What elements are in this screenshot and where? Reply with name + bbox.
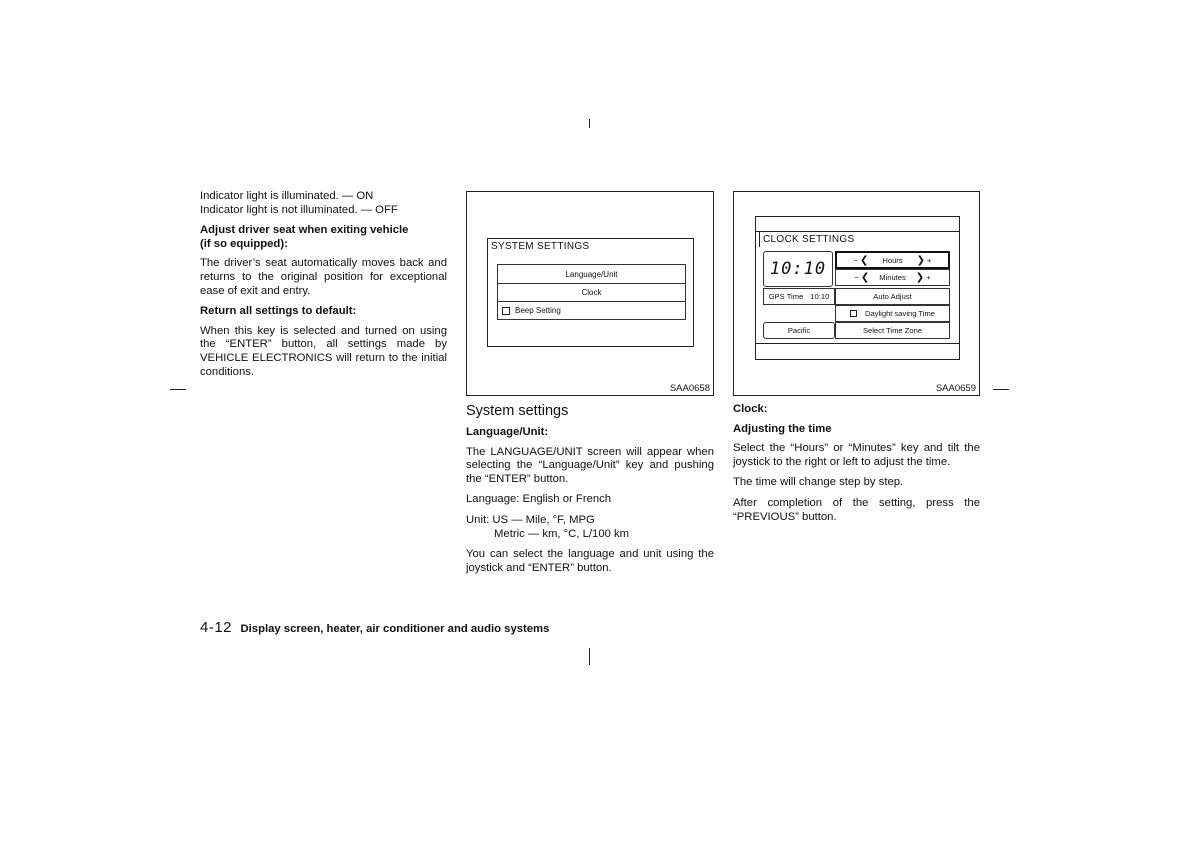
top-crop-mark [589, 119, 590, 128]
select-language-paragraph: You can select the language and unit using the joystick and “ENTER” button. [466, 548, 714, 574]
unit-line-us: Unit: US — Mile, °F, MPG [466, 513, 595, 526]
left-column [200, 190, 447, 386]
beep-setting-label: Beep Setting [515, 306, 561, 315]
system-settings-figure [466, 191, 714, 396]
menu-item-clock[interactable]: Clock [498, 284, 685, 302]
system-settings-screen [487, 238, 694, 347]
default-paragraph: When this key is selected and turned on using the “ENTER” button, all settings made by VEHICLE ELECTRONICS will return to the initial conditions. [200, 324, 447, 378]
menu-item-language-unit[interactable]: Language/Unit [498, 265, 685, 284]
chevron-right-icon: ❯ [916, 254, 926, 266]
heading-return-default: Return all settings to default: [200, 305, 357, 318]
hours-plus: + [927, 255, 932, 265]
heading-adjusting-time: Adjusting the time [733, 422, 832, 435]
clock-settings-title: CLOCK SETTINGS [763, 234, 855, 245]
hours-key[interactable] [835, 251, 950, 269]
auto-adjust-key[interactable]: Auto Adjust [835, 288, 950, 305]
system-settings-menu [497, 264, 686, 320]
clock-settings-figure [733, 191, 980, 396]
seat-paragraph: The driver’s seat automatically moves back and returns to the original position for exceptional ease of exit and entry. [200, 257, 447, 297]
daylight-saving-label: Daylight saving Time [864, 309, 936, 318]
right-crop-mark [993, 389, 1009, 390]
indicator-off-text: Indicator light is not illuminated. — OFF [200, 203, 398, 216]
chevron-left-icon: ❮ [860, 272, 870, 283]
daylight-checkbox-icon [850, 310, 857, 317]
hours-label: Hours [882, 255, 903, 265]
chapter-title: Display screen, heater, air conditioner and audio systems [240, 623, 550, 635]
minutes-plus: + [926, 273, 931, 282]
title-divider [756, 231, 959, 232]
time-digits: 10:10 [769, 259, 827, 279]
gps-time-label: GPS Time [768, 292, 804, 301]
heading-language-unit: Language/Unit: [466, 426, 549, 438]
gps-time-readout [763, 288, 835, 305]
unit-line-metric: Metric — km, °C, L/100 km [494, 527, 630, 540]
page-number: 4-12 [200, 619, 233, 636]
language-unit-paragraph: The LANGUAGE/UNIT screen will appear when selecting the “Language/Unit” key and pushing the “ENTER” button. [466, 445, 714, 485]
beep-checkbox-icon [502, 307, 510, 315]
language-line: Language: English or French [466, 493, 612, 506]
clock-settings-screen [755, 216, 960, 360]
chevron-left-icon: ❮ [859, 254, 869, 266]
minutes-key[interactable] [835, 269, 950, 286]
select-time-zone-key[interactable]: Select Time Zone [835, 322, 950, 339]
page-footer [200, 619, 549, 637]
hours-minus: − [853, 255, 858, 265]
heading-clock: Clock: [733, 403, 768, 415]
time-zone-value: Pacific [763, 322, 835, 339]
heading-adjust-seat-line1: Adjust driver seat when exiting vehicle [200, 224, 409, 237]
indicator-on-text: Indicator light is illuminated. — ON [200, 190, 374, 202]
chevron-right-icon: ❯ [915, 272, 925, 283]
time-display [763, 251, 833, 287]
figure1-code: SAA0658 [669, 383, 710, 394]
previous-paragraph: After completion of the setting, press the “PREVIOUS” button. [733, 496, 980, 523]
gps-time-value: 10:10 [810, 292, 830, 301]
right-column [733, 403, 980, 531]
adjust-time-paragraph: Select the “Hours” or “Minutes” key and tilt the joystick to the right or left to adjust the time. [733, 442, 980, 468]
title-side-divider [759, 231, 760, 247]
figure2-code: SAA0659 [935, 383, 976, 394]
heading-adjust-seat [200, 224, 447, 251]
heading-adjust-seat-line2: (if so equipped): [200, 237, 288, 250]
step-paragraph: The time will change step by step. [733, 476, 904, 489]
minutes-label: Minutes [879, 273, 906, 282]
middle-column [466, 402, 714, 582]
section-title-system-settings: System settings [466, 403, 569, 419]
daylight-saving-key[interactable] [835, 305, 950, 322]
left-crop-mark [170, 389, 186, 390]
system-settings-title: SYSTEM SETTINGS [491, 241, 590, 252]
menu-item-beep-setting[interactable] [498, 302, 685, 319]
minutes-minus: − [854, 273, 859, 282]
bottom-crop-mark [589, 648, 590, 665]
bottom-divider [756, 343, 959, 344]
